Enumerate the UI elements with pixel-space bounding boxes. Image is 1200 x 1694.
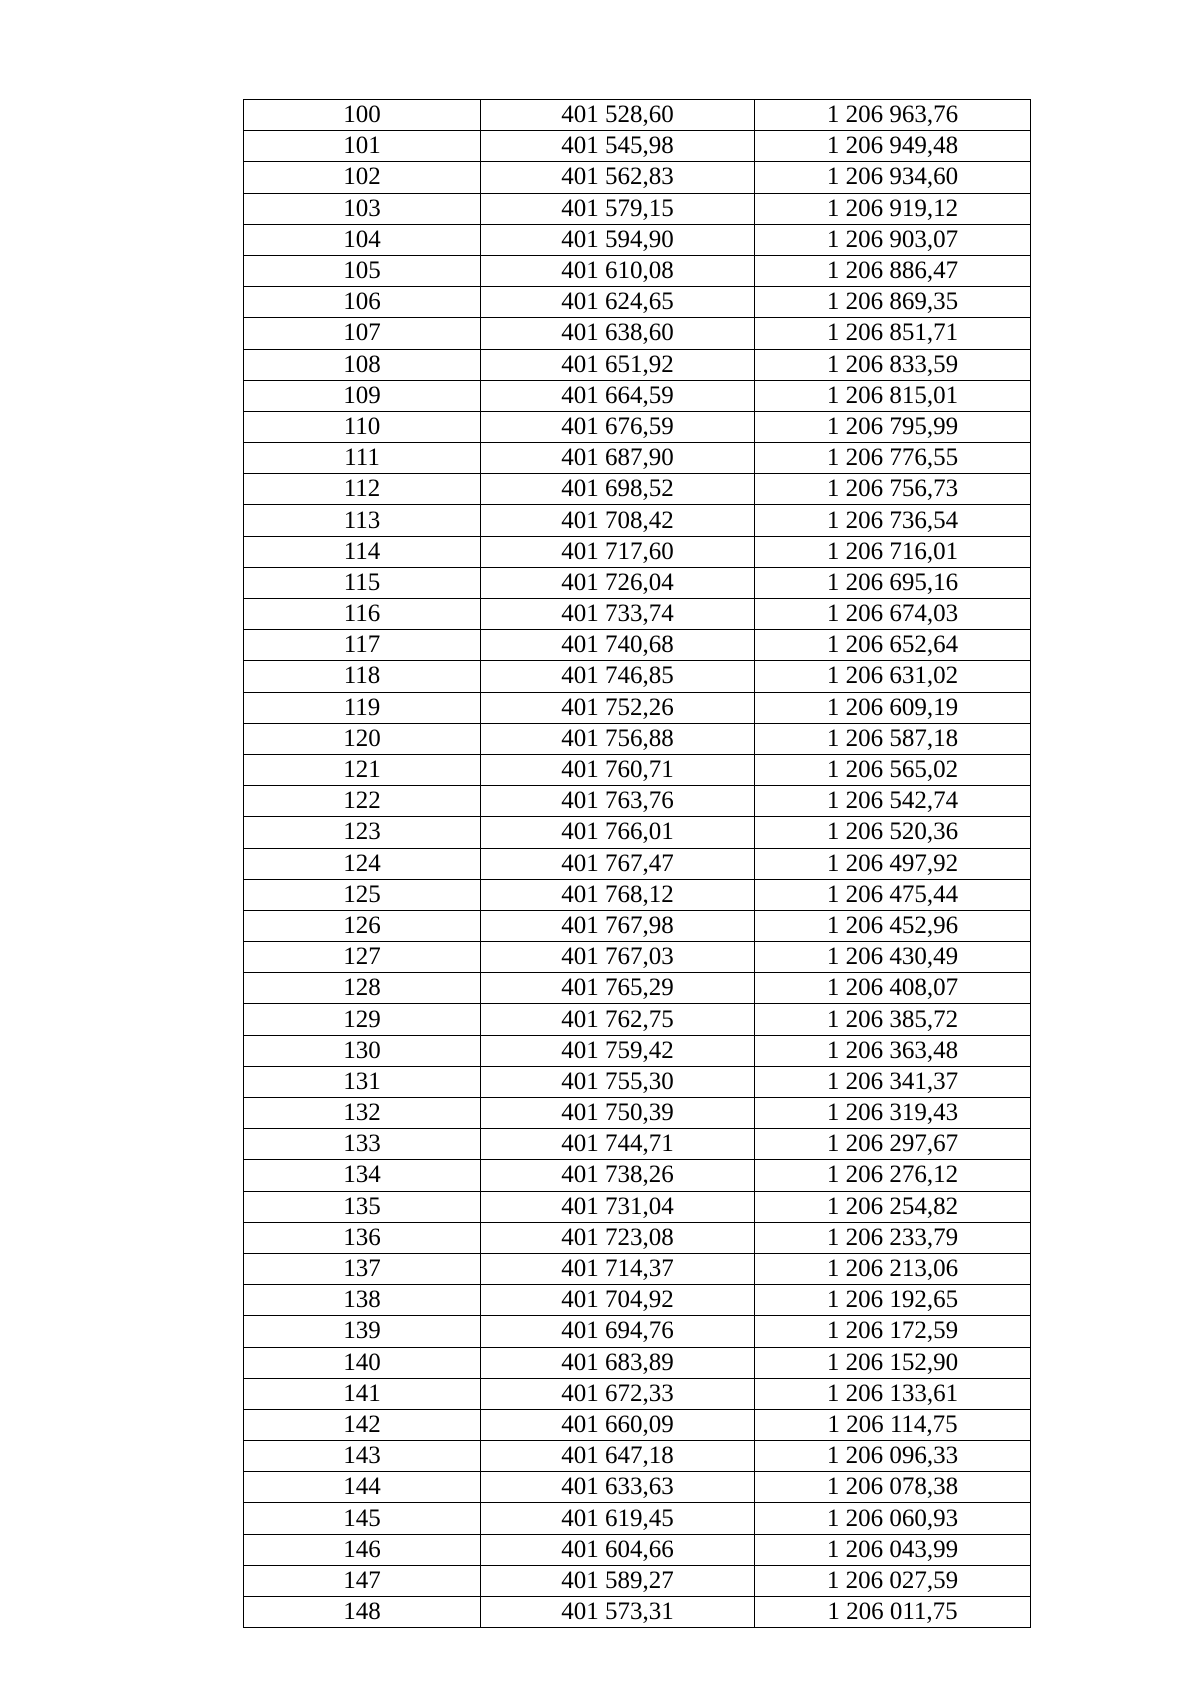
table-row xyxy=(244,1129,1031,1160)
table-row xyxy=(244,1441,1031,1472)
point-number-cell: 128 xyxy=(244,973,481,1004)
x-coordinate-cell: 401 672,33 xyxy=(481,1378,755,1409)
point-number-cell: 126 xyxy=(244,910,481,941)
point-number-cell: 132 xyxy=(244,1098,481,1129)
table-row xyxy=(244,474,1031,505)
y-coordinate-cell: 1 206 963,76 xyxy=(755,100,1031,131)
x-coordinate-cell: 401 731,04 xyxy=(481,1191,755,1222)
point-number-cell: 130 xyxy=(244,1035,481,1066)
x-coordinate-cell: 401 733,74 xyxy=(481,599,755,630)
point-number-cell: 115 xyxy=(244,567,481,598)
x-coordinate-cell: 401 755,30 xyxy=(481,1066,755,1097)
x-coordinate-cell: 401 763,76 xyxy=(481,786,755,817)
y-coordinate-cell: 1 206 363,48 xyxy=(755,1035,1031,1066)
point-number-cell: 121 xyxy=(244,754,481,785)
y-coordinate-cell: 1 206 652,64 xyxy=(755,630,1031,661)
coordinates-table-body xyxy=(244,100,1031,1628)
x-coordinate-cell: 401 740,68 xyxy=(481,630,755,661)
point-number-cell: 141 xyxy=(244,1378,481,1409)
y-coordinate-cell: 1 206 276,12 xyxy=(755,1160,1031,1191)
point-number-cell: 148 xyxy=(244,1597,481,1628)
table-row xyxy=(244,255,1031,286)
point-number-cell: 110 xyxy=(244,411,481,442)
y-coordinate-cell: 1 206 833,59 xyxy=(755,349,1031,380)
x-coordinate-cell: 401 687,90 xyxy=(481,443,755,474)
x-coordinate-cell: 401 738,26 xyxy=(481,1160,755,1191)
x-coordinate-cell: 401 528,60 xyxy=(481,100,755,131)
y-coordinate-cell: 1 206 430,49 xyxy=(755,942,1031,973)
x-coordinate-cell: 401 708,42 xyxy=(481,505,755,536)
x-coordinate-cell: 401 589,27 xyxy=(481,1565,755,1596)
x-coordinate-cell: 401 573,31 xyxy=(481,1597,755,1628)
y-coordinate-cell: 1 206 851,71 xyxy=(755,318,1031,349)
y-coordinate-cell: 1 206 869,35 xyxy=(755,287,1031,318)
y-coordinate-cell: 1 206 934,60 xyxy=(755,162,1031,193)
table-row xyxy=(244,443,1031,474)
table-row xyxy=(244,380,1031,411)
point-number-cell: 144 xyxy=(244,1472,481,1503)
table-row xyxy=(244,1534,1031,1565)
table-row xyxy=(244,879,1031,910)
y-coordinate-cell: 1 206 674,03 xyxy=(755,599,1031,630)
y-coordinate-cell: 1 206 949,48 xyxy=(755,131,1031,162)
table-row xyxy=(244,1597,1031,1628)
point-number-cell: 117 xyxy=(244,630,481,661)
point-number-cell: 113 xyxy=(244,505,481,536)
y-coordinate-cell: 1 206 497,92 xyxy=(755,848,1031,879)
point-number-cell: 123 xyxy=(244,817,481,848)
point-number-cell: 122 xyxy=(244,786,481,817)
y-coordinate-cell: 1 206 919,12 xyxy=(755,193,1031,224)
table-row xyxy=(244,599,1031,630)
point-number-cell: 146 xyxy=(244,1534,481,1565)
x-coordinate-cell: 401 726,04 xyxy=(481,567,755,598)
table-row xyxy=(244,567,1031,598)
point-number-cell: 114 xyxy=(244,536,481,567)
table-row xyxy=(244,1160,1031,1191)
y-coordinate-cell: 1 206 254,82 xyxy=(755,1191,1031,1222)
table-row xyxy=(244,193,1031,224)
y-coordinate-cell: 1 206 133,61 xyxy=(755,1378,1031,1409)
x-coordinate-cell: 401 647,18 xyxy=(481,1441,755,1472)
table-row xyxy=(244,973,1031,1004)
y-coordinate-cell: 1 206 815,01 xyxy=(755,380,1031,411)
x-coordinate-cell: 401 604,66 xyxy=(481,1534,755,1565)
y-coordinate-cell: 1 206 385,72 xyxy=(755,1004,1031,1035)
y-coordinate-cell: 1 206 078,38 xyxy=(755,1472,1031,1503)
y-coordinate-cell: 1 206 631,02 xyxy=(755,661,1031,692)
table-row xyxy=(244,1066,1031,1097)
point-number-cell: 142 xyxy=(244,1409,481,1440)
x-coordinate-cell: 401 610,08 xyxy=(481,255,755,286)
table-row xyxy=(244,224,1031,255)
y-coordinate-cell: 1 206 060,93 xyxy=(755,1503,1031,1534)
table-row xyxy=(244,349,1031,380)
x-coordinate-cell: 401 756,88 xyxy=(481,723,755,754)
x-coordinate-cell: 401 714,37 xyxy=(481,1253,755,1284)
table-row xyxy=(244,723,1031,754)
point-number-cell: 101 xyxy=(244,131,481,162)
point-number-cell: 102 xyxy=(244,162,481,193)
point-number-cell: 129 xyxy=(244,1004,481,1035)
x-coordinate-cell: 401 660,09 xyxy=(481,1409,755,1440)
x-coordinate-cell: 401 766,01 xyxy=(481,817,755,848)
table-row xyxy=(244,910,1031,941)
point-number-cell: 106 xyxy=(244,287,481,318)
point-number-cell: 119 xyxy=(244,692,481,723)
y-coordinate-cell: 1 206 795,99 xyxy=(755,411,1031,442)
x-coordinate-cell: 401 594,90 xyxy=(481,224,755,255)
x-coordinate-cell: 401 762,75 xyxy=(481,1004,755,1035)
point-number-cell: 100 xyxy=(244,100,481,131)
table-row xyxy=(244,1472,1031,1503)
table-row xyxy=(244,817,1031,848)
table-row xyxy=(244,318,1031,349)
y-coordinate-cell: 1 206 609,19 xyxy=(755,692,1031,723)
x-coordinate-cell: 401 723,08 xyxy=(481,1222,755,1253)
y-coordinate-cell: 1 206 565,02 xyxy=(755,754,1031,785)
y-coordinate-cell: 1 206 192,65 xyxy=(755,1285,1031,1316)
x-coordinate-cell: 401 760,71 xyxy=(481,754,755,785)
point-number-cell: 120 xyxy=(244,723,481,754)
x-coordinate-cell: 401 651,92 xyxy=(481,349,755,380)
y-coordinate-cell: 1 206 542,74 xyxy=(755,786,1031,817)
table-row xyxy=(244,1035,1031,1066)
table-row xyxy=(244,848,1031,879)
table-row xyxy=(244,100,1031,131)
x-coordinate-cell: 401 633,63 xyxy=(481,1472,755,1503)
x-coordinate-cell: 401 579,15 xyxy=(481,193,755,224)
y-coordinate-cell: 1 206 903,07 xyxy=(755,224,1031,255)
table-row xyxy=(244,1347,1031,1378)
x-coordinate-cell: 401 545,98 xyxy=(481,131,755,162)
table-row xyxy=(244,287,1031,318)
y-coordinate-cell: 1 206 408,07 xyxy=(755,973,1031,1004)
table-row xyxy=(244,1222,1031,1253)
point-number-cell: 104 xyxy=(244,224,481,255)
y-coordinate-cell: 1 206 736,54 xyxy=(755,505,1031,536)
y-coordinate-cell: 1 206 172,59 xyxy=(755,1316,1031,1347)
y-coordinate-cell: 1 206 695,16 xyxy=(755,567,1031,598)
y-coordinate-cell: 1 206 096,33 xyxy=(755,1441,1031,1472)
y-coordinate-cell: 1 206 886,47 xyxy=(755,255,1031,286)
y-coordinate-cell: 1 206 452,96 xyxy=(755,910,1031,941)
point-number-cell: 108 xyxy=(244,349,481,380)
x-coordinate-cell: 401 767,47 xyxy=(481,848,755,879)
x-coordinate-cell: 401 619,45 xyxy=(481,1503,755,1534)
y-coordinate-cell: 1 206 319,43 xyxy=(755,1098,1031,1129)
table-row xyxy=(244,661,1031,692)
table-row xyxy=(244,630,1031,661)
point-number-cell: 124 xyxy=(244,848,481,879)
x-coordinate-cell: 401 664,59 xyxy=(481,380,755,411)
x-coordinate-cell: 401 698,52 xyxy=(481,474,755,505)
point-number-cell: 147 xyxy=(244,1565,481,1596)
table-row xyxy=(244,1004,1031,1035)
coordinates-table xyxy=(243,99,1031,1628)
table-row xyxy=(244,1285,1031,1316)
point-number-cell: 136 xyxy=(244,1222,481,1253)
x-coordinate-cell: 401 765,29 xyxy=(481,973,755,1004)
point-number-cell: 131 xyxy=(244,1066,481,1097)
point-number-cell: 125 xyxy=(244,879,481,910)
y-coordinate-cell: 1 206 475,44 xyxy=(755,879,1031,910)
table-row xyxy=(244,1191,1031,1222)
table-row xyxy=(244,786,1031,817)
table-row xyxy=(244,1503,1031,1534)
x-coordinate-cell: 401 562,83 xyxy=(481,162,755,193)
x-coordinate-cell: 401 704,92 xyxy=(481,1285,755,1316)
y-coordinate-cell: 1 206 011,75 xyxy=(755,1597,1031,1628)
x-coordinate-cell: 401 767,03 xyxy=(481,942,755,973)
table-row xyxy=(244,754,1031,785)
point-number-cell: 107 xyxy=(244,318,481,349)
x-coordinate-cell: 401 746,85 xyxy=(481,661,755,692)
x-coordinate-cell: 401 624,65 xyxy=(481,287,755,318)
table-row xyxy=(244,1565,1031,1596)
table-row xyxy=(244,536,1031,567)
table-row xyxy=(244,131,1031,162)
y-coordinate-cell: 1 206 520,36 xyxy=(755,817,1031,848)
table-row xyxy=(244,692,1031,723)
y-coordinate-cell: 1 206 152,90 xyxy=(755,1347,1031,1378)
x-coordinate-cell: 401 752,26 xyxy=(481,692,755,723)
x-coordinate-cell: 401 638,60 xyxy=(481,318,755,349)
point-number-cell: 112 xyxy=(244,474,481,505)
x-coordinate-cell: 401 767,98 xyxy=(481,910,755,941)
table-row xyxy=(244,505,1031,536)
y-coordinate-cell: 1 206 233,79 xyxy=(755,1222,1031,1253)
y-coordinate-cell: 1 206 716,01 xyxy=(755,536,1031,567)
point-number-cell: 118 xyxy=(244,661,481,692)
point-number-cell: 138 xyxy=(244,1285,481,1316)
point-number-cell: 143 xyxy=(244,1441,481,1472)
point-number-cell: 133 xyxy=(244,1129,481,1160)
table-row xyxy=(244,1316,1031,1347)
point-number-cell: 135 xyxy=(244,1191,481,1222)
point-number-cell: 137 xyxy=(244,1253,481,1284)
y-coordinate-cell: 1 206 776,55 xyxy=(755,443,1031,474)
y-coordinate-cell: 1 206 587,18 xyxy=(755,723,1031,754)
point-number-cell: 105 xyxy=(244,255,481,286)
table-row xyxy=(244,1253,1031,1284)
point-number-cell: 127 xyxy=(244,942,481,973)
x-coordinate-cell: 401 694,76 xyxy=(481,1316,755,1347)
x-coordinate-cell: 401 759,42 xyxy=(481,1035,755,1066)
table-row xyxy=(244,942,1031,973)
y-coordinate-cell: 1 206 341,37 xyxy=(755,1066,1031,1097)
x-coordinate-cell: 401 717,60 xyxy=(481,536,755,567)
table-row xyxy=(244,411,1031,442)
point-number-cell: 116 xyxy=(244,599,481,630)
y-coordinate-cell: 1 206 213,06 xyxy=(755,1253,1031,1284)
y-coordinate-cell: 1 206 027,59 xyxy=(755,1565,1031,1596)
point-number-cell: 139 xyxy=(244,1316,481,1347)
table-row xyxy=(244,1098,1031,1129)
y-coordinate-cell: 1 206 297,67 xyxy=(755,1129,1031,1160)
x-coordinate-cell: 401 744,71 xyxy=(481,1129,755,1160)
point-number-cell: 134 xyxy=(244,1160,481,1191)
x-coordinate-cell: 401 768,12 xyxy=(481,879,755,910)
table-row xyxy=(244,1378,1031,1409)
point-number-cell: 109 xyxy=(244,380,481,411)
point-number-cell: 103 xyxy=(244,193,481,224)
table-row xyxy=(244,162,1031,193)
y-coordinate-cell: 1 206 043,99 xyxy=(755,1534,1031,1565)
point-number-cell: 145 xyxy=(244,1503,481,1534)
x-coordinate-cell: 401 676,59 xyxy=(481,411,755,442)
y-coordinate-cell: 1 206 756,73 xyxy=(755,474,1031,505)
x-coordinate-cell: 401 683,89 xyxy=(481,1347,755,1378)
point-number-cell: 140 xyxy=(244,1347,481,1378)
y-coordinate-cell: 1 206 114,75 xyxy=(755,1409,1031,1440)
table-row xyxy=(244,1409,1031,1440)
x-coordinate-cell: 401 750,39 xyxy=(481,1098,755,1129)
point-number-cell: 111 xyxy=(244,443,481,474)
